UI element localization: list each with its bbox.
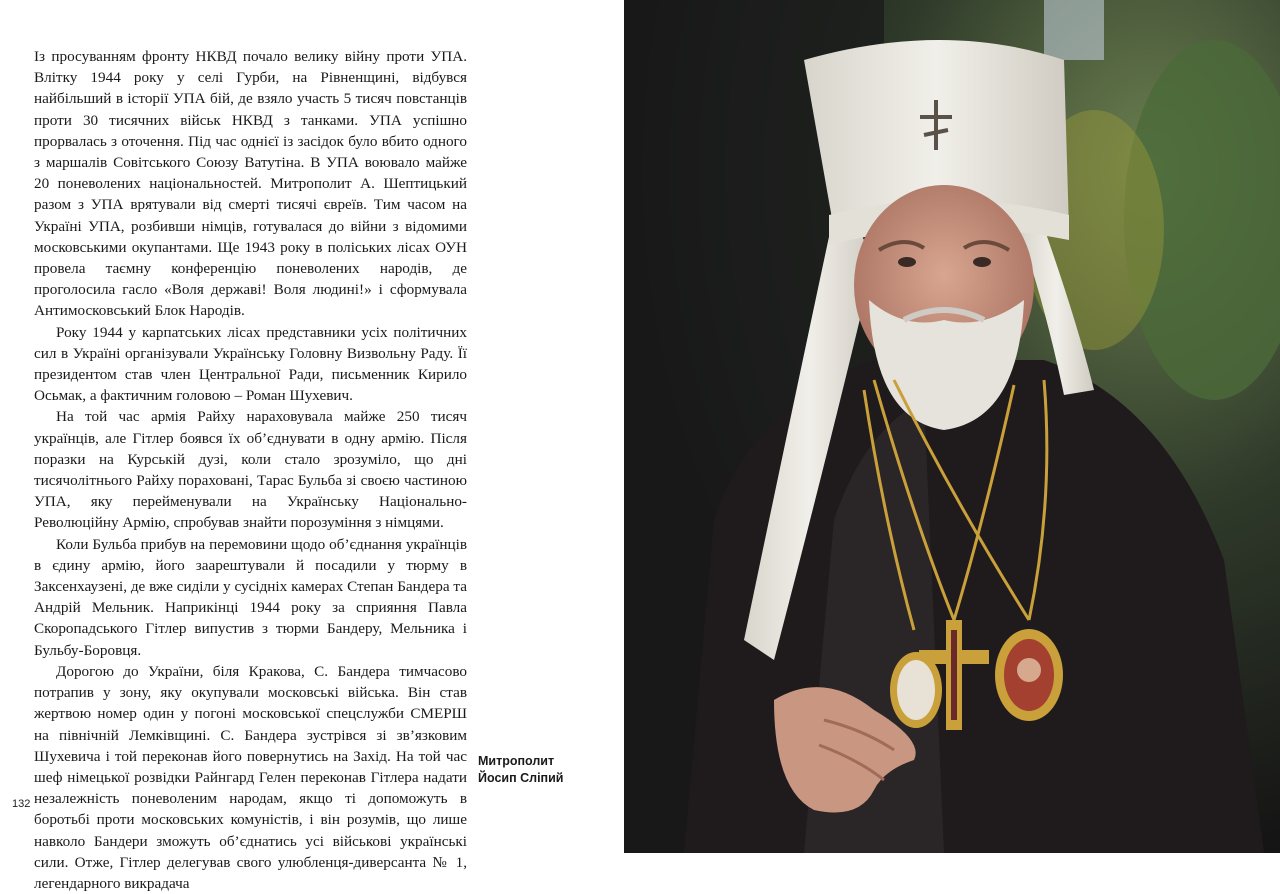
caption-line-1: Митрополит	[478, 754, 555, 768]
paragraph-5: Дорогою до України, біля Кракова, С. Бандера тимчасово потрапив у зону, яку окупували московські війська. Він став жертвою номер один у погоні московської спецслужби СМЕРШ на північній Лемківщині. С. Бандера зустрівся зі зв’язковим Шухевича і той переконав його повернутись на Захід. На той час шеф німецької розвідки Райнгард Гелен переконав Гітлера надати незалежність поневоленим народам, якщо ті допоможуть в боротьбі проти московських комуністів, і він розумів, що лише навколо Бандери зможуть об’єднатись усі військові українські сили. Отже, Гітлер делегував свого улюбленця-диверсанта № 1, легендарного викрадача	[34, 662, 467, 892]
page-number: 132	[12, 798, 31, 810]
caption-line-2: Йосип Сліпий	[478, 771, 564, 785]
right-medallion-icon	[995, 629, 1063, 721]
paragraph-1: Із просуванням фронту НКВД почало велику війну проти УПА. Влітку 1944 року у селі Гурби, на Рівненщині, відбувся найбільший в історії УПА бій, де взяло участь 5 тисяч повстанців проти 30 тисячних військ НКВД з танками. УПА успішно прорвалась з оточення. Під час однієї із засідок було вбито одного з маршалів Совітського Союзу Ватутіна. В УПА воювало майже 20 поневолених національностей. Митрополит А. Шептицький разом з УПА врятували від смерті тисячі євреїв. Тим часом на Україні УПА, розбивши німців, готувалася до війни з відомими московськими окупантами. Ще 1943 року в поліських лісах ОУН провела таємну конференцію поневолених народів, де проголосила гасло «Воля державі! Воля людині!» і сформувала Антимосковський Блок Народів.	[34, 48, 467, 320]
sky-patch	[1044, 0, 1104, 60]
left-page	[0, 0, 624, 892]
portrait-illustration	[624, 0, 1280, 853]
paragraph-2: Року 1944 у карпатських лісах представники усіх політичних сил в Україні організували Українську Головну Визвольну Раду. Її президентом став член Центральної Ради, письменник Кирило Осьмак, а фактичним головою – Роман Шухевич.	[34, 323, 467, 405]
photo-caption	[478, 753, 618, 787]
paragraph-4: Коли Бульба прибув на перемовини щодо об’єднання українців в єдину армію, його заарештували й посадили у тюрму в Заксенхаузені, де вже сиділи у сусідніх камерах Степан Бандера та Андрій Мельник. Наприкінці 1944 року за сприяння Павла Скоропадського Гітлер випустив з тюрми Бандеру, Мельника і Бульбу-Боровця.	[34, 535, 467, 659]
portrait-photo	[624, 0, 1280, 853]
left-medallion-icon	[890, 652, 942, 728]
paragraph-3: На той час армія Райху нараховувала майже 250 тисяч українців, але Гітлер боявся їх об’єднувати в одну армію. Після поразки на Курській дузі, коли стало зрозуміло, що дні тисячолітнього Райху пораховані, Тарас Бульба зі своєю частиною УПА, яку перейменували на Українську Національно-Революційну Армію, спробував знайти порозуміння з німцями.	[34, 408, 467, 532]
body-text	[34, 46, 467, 894]
